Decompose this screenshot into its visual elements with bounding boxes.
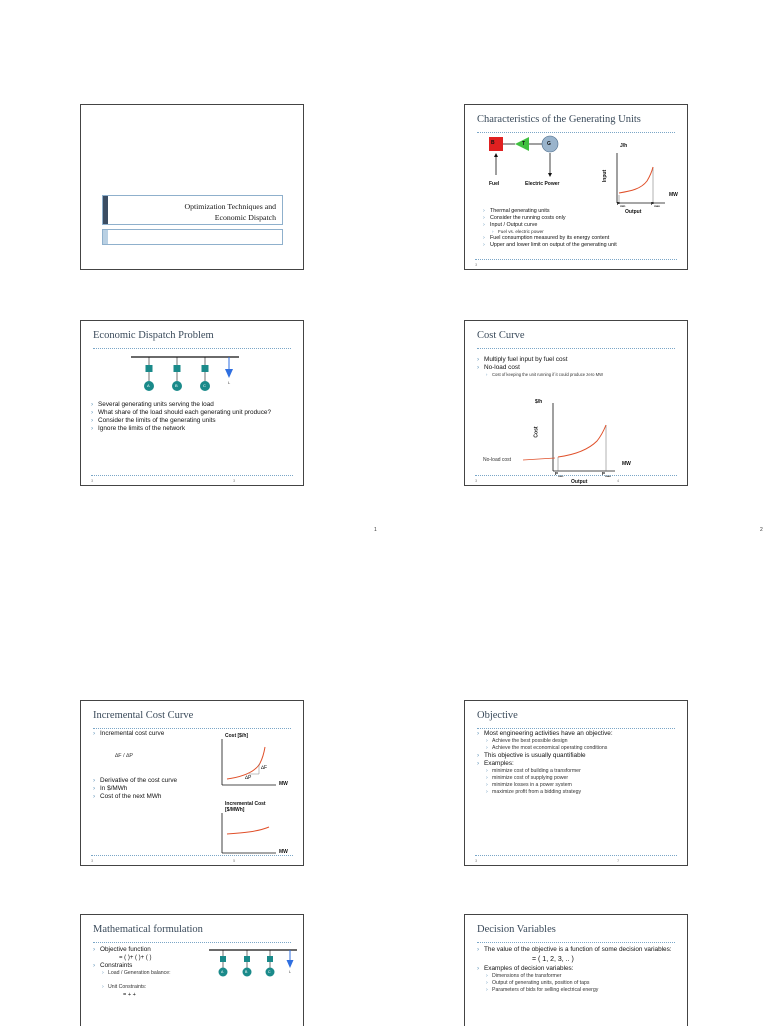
- io-y-label: Input: [602, 169, 609, 183]
- bullet-item: › Upper and lower limit on output of the generating unit: [483, 242, 683, 249]
- slide-cost-curve: [464, 320, 688, 486]
- no-load-cost-label: No-load cost: [483, 457, 512, 463]
- cost-pmin-label: $P_{min}$: [555, 471, 564, 478]
- fuel-label: Fuel: [489, 181, 500, 187]
- bullet-item: › In $/MWh: [93, 785, 213, 793]
- sub-bullet-item: › Achieve the most economical operating conditions: [477, 745, 682, 752]
- bullet-item: › No-load cost: [477, 364, 682, 372]
- bullet-item: › Derivative of the cost curve: [93, 777, 213, 785]
- delta-p-label: ∆P: [245, 775, 252, 781]
- bullet-item: › Examples of decision variables:: [477, 965, 682, 973]
- load-arrow: [225, 357, 233, 378]
- bullet-item: › Thermal generating units: [483, 208, 683, 215]
- delta-f-label: ∆F: [261, 765, 268, 771]
- cost-pmax-label: $P_{max}$: [602, 471, 611, 478]
- cost-x-title: Output: [571, 479, 588, 485]
- bullet-item: › Cost of the next MWh: [93, 793, 213, 801]
- cost-y-label: Cost: [533, 426, 540, 438]
- bullet-item: › Objective function: [93, 946, 213, 954]
- load-arrow: [287, 950, 294, 968]
- lower-x-label: MW: [279, 849, 288, 855]
- fuel-arrowhead: [494, 153, 498, 157]
- sub-bullet-item: › Load / Generation balance:: [93, 970, 213, 977]
- bullet-list: [483, 208, 683, 249]
- slide-title: [80, 104, 304, 270]
- upper-x-label: MW: [279, 781, 288, 787]
- bullet-item: › This objective is usually quantifiable: [477, 752, 682, 760]
- sub-bullet-item: › Output of generating units, position of taps: [477, 980, 682, 987]
- footer-divider: [475, 475, 677, 476]
- cost-y-unit: $/h: [535, 399, 543, 405]
- boiler-label: B: [491, 140, 495, 146]
- lower-incremental-curve: [227, 827, 269, 834]
- footer-divider: [91, 475, 293, 476]
- title-box-accent-bar: [103, 196, 108, 224]
- footer-right-number: 7: [617, 858, 620, 863]
- bullet-list: [477, 730, 682, 796]
- bullet-item: › Examples:: [477, 760, 682, 768]
- io-y-unit: J/h: [620, 143, 628, 149]
- footer-right-number: 5: [233, 858, 236, 863]
- gen-b-label: B: [175, 383, 178, 388]
- bullet-item: › What share of the load should each generating unit produce?: [91, 409, 296, 417]
- slide-economic-dispatch: [80, 320, 304, 486]
- gen-c-label: C: [268, 970, 271, 974]
- bullet-list: [91, 401, 296, 433]
- sub-bullet-item: › Dimensions of the transformer: [477, 973, 682, 980]
- io-curve: [619, 167, 653, 193]
- objective-formula: = ( )+ ( )+ ( ): [119, 955, 152, 961]
- load-label: L: [228, 380, 231, 385]
- electric-power-label: Electric Power: [525, 181, 560, 187]
- no-load-pointer: [523, 458, 555, 460]
- turbine-label: T: [522, 141, 526, 147]
- footer-divider: [91, 855, 293, 856]
- cost-x-label: MW: [622, 461, 631, 467]
- sub-bullet-item: › Cost of keeping the unit running if it could produce zero MW: [477, 372, 682, 378]
- bullet-item: › Input / Output curve: [483, 222, 683, 229]
- io-pmax-label: $P_{max}$: [651, 201, 660, 208]
- power-arrowhead: [548, 173, 552, 177]
- generator-label: G: [547, 141, 551, 147]
- io-pmin-label: $P_{min}$: [617, 201, 626, 208]
- slide-title: Incremental Cost Curve: [93, 710, 194, 721]
- bullet-item: › Consider the limits of the generating units: [91, 417, 296, 425]
- slide-objective: [464, 700, 688, 866]
- sub-bullet-item: › Fuel vs. electric power: [483, 229, 683, 235]
- title-divider: [477, 728, 675, 729]
- generating-unit-diagram: [465, 105, 688, 205]
- bullet-item: › Consider the running costs only: [483, 215, 683, 222]
- gen-c-label: C: [203, 383, 206, 388]
- dispatch-network-diagram: [81, 321, 304, 401]
- footer-left-number: 3: [475, 858, 478, 863]
- lower-y-label-line2: [$/MWh]: [225, 807, 245, 813]
- gen-b-label: B: [245, 970, 248, 974]
- bullet-item: › Incremental cost curve: [93, 730, 203, 738]
- upper-y-label: Cost [$/h]: [225, 733, 249, 739]
- bullet-item: › Ignore the limits of the network: [91, 425, 296, 433]
- page-number: 1: [374, 527, 377, 533]
- footer-divider: [475, 259, 677, 260]
- io-x-title: Output: [625, 209, 642, 215]
- slide-title: Economic Dispatch Problem: [93, 330, 214, 341]
- title-box: [102, 195, 283, 225]
- footer-left-number: 3: [91, 478, 94, 483]
- slide-incremental-cost: [80, 700, 304, 866]
- sub-bullet-item: › Parameters of bids for selling electrical energy: [477, 987, 682, 994]
- subtitle-box-accent-bar: [103, 230, 108, 244]
- bullet-item: › Fuel consumption measured by its energy content: [483, 235, 683, 242]
- slide-math-formulation: [80, 914, 304, 1026]
- balance-formula: = + +: [123, 992, 136, 998]
- footer-right-number: 3: [233, 478, 236, 483]
- sub-bullet-item: › minimize cost of supplying power: [477, 775, 682, 782]
- incremental-charts: [81, 701, 304, 866]
- title-divider: [477, 942, 675, 943]
- gen-a-label: A: [221, 970, 224, 974]
- sub-bullet-item: › Unit Constraints:: [93, 984, 213, 991]
- lower-y-label-line1: Incremental Cost: [225, 801, 266, 807]
- sub-bullet-item: › Achieve the best possible design: [477, 738, 682, 745]
- slide-title: Objective: [477, 710, 518, 721]
- bullet-item: › Most engineering activities have an objective:: [477, 730, 682, 738]
- io-x-label: MW: [669, 192, 678, 198]
- sub-bullet-item: › maximize profit from a bidding strategy: [477, 789, 682, 796]
- bullet-item: › Constraints: [93, 962, 213, 970]
- footer-divider: [475, 855, 677, 856]
- sub-bullet-item: › minimize losses in a power system: [477, 782, 682, 789]
- load-label: L: [289, 970, 291, 974]
- deck-title-line1: Optimization Techniques and: [184, 202, 276, 211]
- bullet-list: [477, 946, 682, 994]
- bullet-item: › Multiply fuel input by fuel cost: [477, 356, 682, 364]
- footer-left-number: 3: [475, 478, 478, 483]
- bullet-item: › The value of the objective is a function of some decision variables:: [477, 946, 682, 954]
- footer-left-number: 3: [91, 858, 94, 863]
- formulation-network-diagram: [81, 915, 304, 985]
- subtitle-box: [102, 229, 283, 245]
- decision-formula: = ( 1, 2, 3, .. ): [532, 956, 574, 963]
- sub-bullet-item: › minimize cost of building a transformer: [477, 768, 682, 775]
- cost-curve: [558, 425, 606, 457]
- footer-number: 3: [475, 262, 478, 267]
- page-number: 2: [760, 527, 763, 533]
- deck-title-line2: Economic Dispatch: [214, 213, 276, 222]
- bullet-item: › Several generating units serving the load: [91, 401, 296, 409]
- slide-title: Mathematical formulation: [93, 924, 203, 935]
- incremental-formula: ∆F / ∆P: [115, 753, 133, 759]
- footer-right-number: 4: [617, 478, 620, 483]
- slide-title: Decision Variables: [477, 924, 556, 935]
- slide-title: Cost Curve: [477, 330, 525, 341]
- slide-characteristics: [464, 104, 688, 270]
- slide-decision-variables: [464, 914, 688, 1026]
- gen-a-label: A: [147, 383, 150, 388]
- slide-title: Characteristics of the Generating Units: [477, 114, 641, 125]
